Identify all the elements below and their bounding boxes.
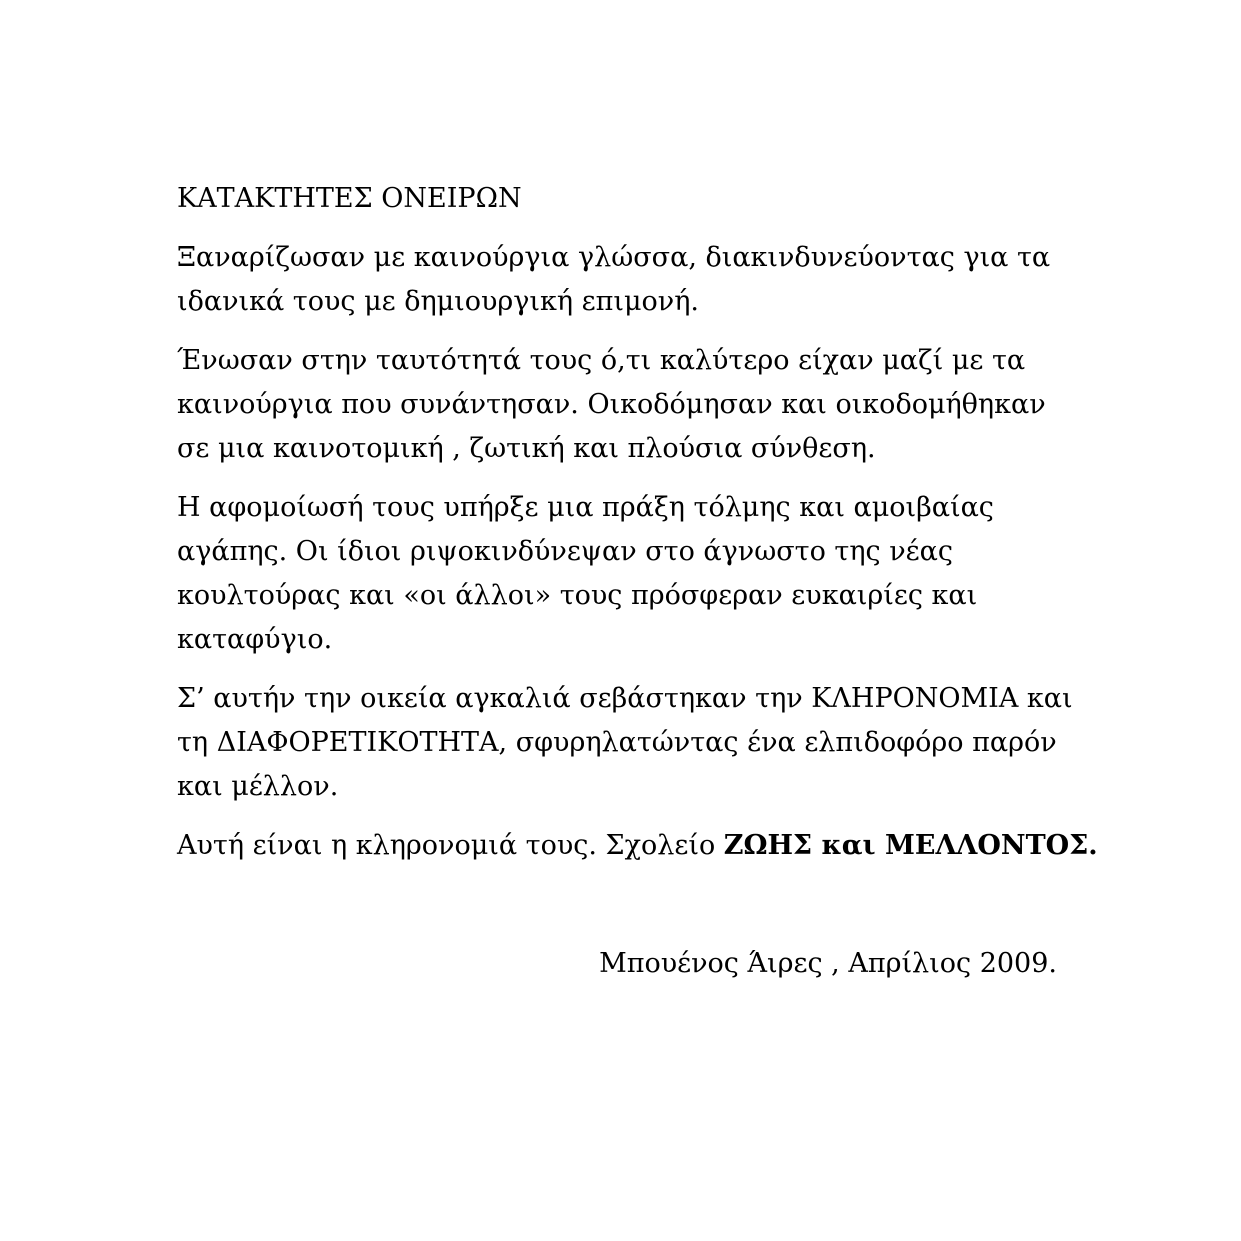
closing-paragraph — [177, 824, 1098, 868]
closing-line — [177, 824, 1098, 868]
closing-normal-text: Αυτή είναι η κληρονομιά τους. Σχολείο — [177, 830, 724, 861]
paragraph-line: αγάπης. Οι ίδιοι ριψοκινδύνεψαν στο άγνωστο της νέας — [177, 536, 953, 567]
paragraph-1 — [177, 236, 1057, 324]
paragraph-line: Ένωσαν στην ταυτότητά τους ό,τι καλύτερο είχαν μαζί με τα — [177, 345, 1026, 376]
paragraph-line: Η αφομοίωσή τους υπήρξε μια πράξη τόλμης και αμοιβαίας — [177, 492, 994, 523]
paragraph-line: ιδανικά τους με δημιουργική επιμονή. — [177, 286, 699, 317]
closing-bold-text: ΖΩΗΣ και ΜΕΛΛΟΝΤΟΣ. — [723, 830, 1098, 861]
paragraph-line: κουλτούρας και «οι άλλοι» τους πρόσφεραν ευκαιρίες και — [177, 580, 978, 611]
document-title: ΚΑΤΑΚΤΗΤΕΣ ΟΝΕΙΡΩΝ — [177, 183, 522, 214]
paragraph-line: και μέλλον. — [177, 771, 339, 802]
paragraph-line: Ξαναρίζωσαν με καινούργια γλώσσα, διακινδυνεύοντας για τα — [177, 242, 1051, 273]
paragraph-line: καταφύγιο. — [177, 624, 333, 655]
paragraph-4 — [177, 677, 1073, 809]
paragraph-3 — [177, 486, 1057, 662]
paragraph-2 — [177, 339, 1057, 471]
paragraph-line: σε μια καινοτομική , ζωτική και πλούσια σύνθεση. — [177, 433, 876, 464]
paragraph-line: καινούργια που συνάντησαν. Οικοδόμησαν και οικοδομήθηκαν — [177, 389, 1046, 420]
paragraph-line: Σ’ αυτήν την οικεία αγκαλιά σεβάστηκαν την ΚΛΗΡΟΝΟΜΙΑ και — [177, 683, 1073, 714]
signature-line: Μπουένος Άιρες , Απρίλιος 2009. — [599, 948, 1057, 979]
paragraph-line: τη ΔΙΑΦΟΡΕΤΙΚΟΤΗΤΑ, σφυρηλατώντας ένα ελπιδοφόρο παρόν — [177, 727, 1057, 758]
document-page — [177, 177, 1098, 986]
